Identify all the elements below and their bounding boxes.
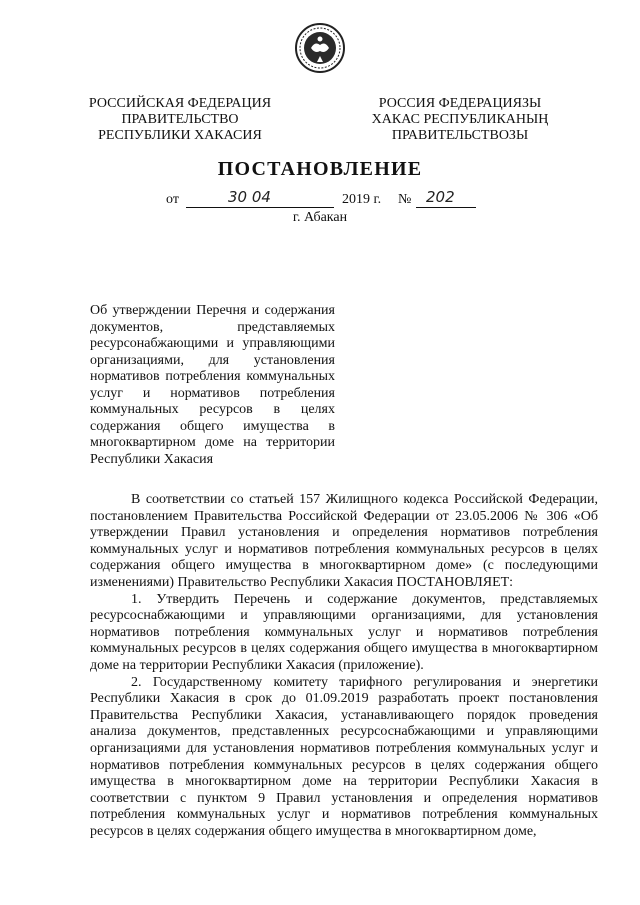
body-paragraph-1: В соответствии со статьей 157 Жилищного кодекса Российской Федерации, постановлением Правительства Российской Федерации от 23.05.2006 № 306 «Об утверждении Правил установления и определения нормативов потребления коммунальных услуг и нормативов потребления коммунальных ресурсов в целях содержания общего имущества в многоквартирном доме» (с последующими изменениями) Правительство Республики Хакасия ПОСТАНОВЛЯЕТ:	[90, 492, 598, 590]
document-body	[90, 492, 598, 840]
number-underline	[416, 207, 476, 208]
number-sign: №	[398, 192, 412, 207]
header-left-line-1: РОССИЙСКАЯ ФЕДЕРАЦИЯ	[88, 96, 272, 111]
header-left	[80, 96, 280, 144]
city-name: г. Абакан	[292, 210, 348, 225]
document-subject: Об утверждении Перечня и содержания документов, представляемых ресурсонабжающими и управляющими организациями, для установления нормативов потребления коммунальных услуг и нормативов потребления коммунальных ресурсов в целях содержания общего имущества в многоквартирном доме на территории Республики Хакасия	[90, 303, 335, 467]
handwritten-date: 30 04	[228, 188, 271, 206]
date-underline	[186, 207, 334, 208]
header-right-line-2: ХАКАС РЕСПУБЛИКАНЫҢ	[371, 112, 549, 127]
header-right-line-1: РОССИЯ ФЕДЕРАЦИЯЗЫ	[378, 96, 542, 111]
coat-of-arms-icon	[294, 22, 346, 74]
handwritten-number: 202	[426, 188, 455, 206]
document-title: ПОСТАНОВЛЕНИЕ	[217, 158, 423, 180]
header-left-line-2: ПРАВИТЕЛЬСТВО	[121, 112, 239, 127]
header-right	[360, 96, 560, 144]
header-right-line-3: ПРАВИТЕЛЬСТВОЗЫ	[391, 128, 529, 143]
date-year: 2019 г.	[342, 192, 382, 207]
date-prefix: от	[166, 192, 179, 207]
body-paragraph-2: 1. Утвердить Перечень и содержание документов, представляемых ресурсоснабжающими и управляющими организациями, для установления нормативов потребления коммунальных услуг и нормативов потребления коммунальных ресурсов в целях содержания общего имущества в многоквартирном доме на территории Республики Хакасия (приложение).	[90, 591, 598, 673]
header-left-line-3: РЕСПУБЛИКИ ХАКАСИЯ	[98, 128, 262, 143]
body-paragraph-3: 2. Государственному комитету тарифного регулирования и энергетики Республики Хакасия в срок до 01.09.2019 разработать проект постановления Правительства Республики Хакасия, устанавливающего порядок проведения анализа документов, представленных ресурсоснабжающими и управляющими организациями для установления нормативов потребления коммунальных услуг и нормативов потребления коммунальных ресурсов в целях содержания общего имущества в многоквартирном доме на территории Республики Хакасия в соответствии с пунктом 9 Правил установления и определения нормативов потребления коммунальных услуг и нормативов потребления коммунальных ресурсов в целях содержания общего имущества в многоквартирном доме,	[90, 674, 598, 839]
